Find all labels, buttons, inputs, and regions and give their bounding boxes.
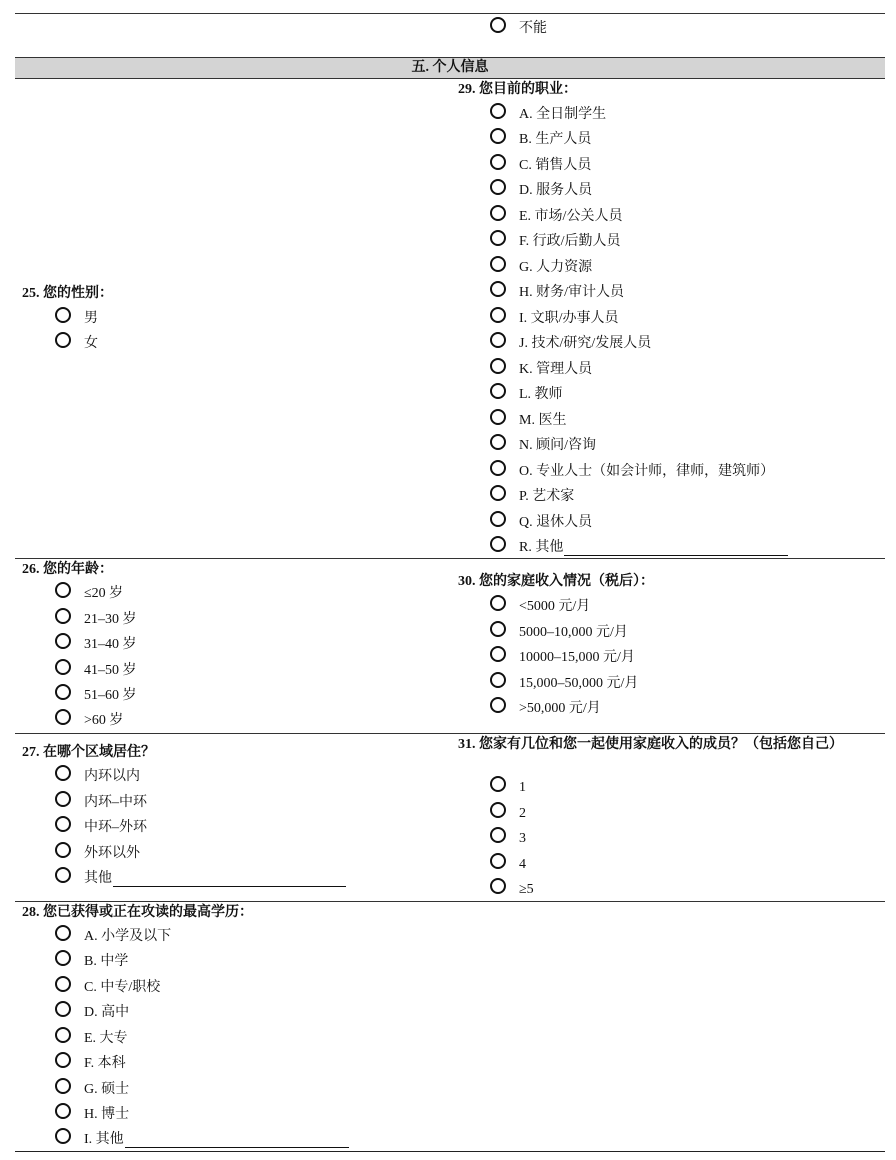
question-30-title: 30. 您的家庭收入情况（税后）： [458, 574, 654, 589]
radio-button[interactable] [55, 659, 71, 675]
option-label: >50,000 元/月 [519, 701, 601, 716]
question-25-title: 25. 您的性别： [22, 286, 113, 301]
radio-button[interactable] [55, 1001, 71, 1017]
radio-button[interactable] [490, 434, 506, 450]
fill-in-blank[interactable] [564, 541, 788, 556]
option-label: <5000 元/月 [519, 599, 591, 614]
option-label: A. 小学及以下 [84, 929, 172, 944]
q29-option[interactable] [490, 181, 592, 201]
option-label: M. 医生 [519, 413, 567, 428]
question-26-title: 26. 您的年龄： [22, 562, 113, 577]
q26-option[interactable] [55, 584, 123, 604]
option-label: 5000–10,000 元/月 [519, 625, 628, 640]
q30-option[interactable] [490, 674, 638, 694]
q29-option-other[interactable] [490, 538, 788, 558]
option-label: F. 本科 [84, 1056, 126, 1071]
option-label: 41–50 岁 [84, 663, 137, 678]
q27-option[interactable] [55, 767, 140, 787]
option-label: E. 市场/公关人员 [519, 209, 623, 224]
radio-button[interactable] [490, 697, 506, 713]
radio-button[interactable] [490, 802, 506, 818]
q28-option[interactable] [55, 1029, 128, 1049]
option-label: 31–40 岁 [84, 637, 137, 652]
option-label: 女 [84, 336, 98, 351]
option-label: B. 生产人员 [519, 132, 592, 147]
option-label: B. 中学 [84, 954, 129, 969]
option-label: K. 管理人员 [519, 362, 593, 377]
option-label: E. 大专 [84, 1031, 128, 1046]
radio-button[interactable] [55, 867, 71, 883]
q28-option[interactable] [55, 927, 171, 947]
option-label: I. 其他 [84, 1132, 124, 1147]
q29-option[interactable] [490, 105, 606, 125]
radio-button[interactable] [55, 307, 71, 323]
question-29-title: 29. 您目前的职业： [458, 82, 577, 97]
radio-button[interactable] [490, 878, 506, 894]
radio-button[interactable] [55, 1027, 71, 1043]
radio-button[interactable] [490, 511, 506, 527]
q29-option[interactable] [490, 487, 574, 507]
radio-button[interactable] [490, 256, 506, 272]
q30-option[interactable] [490, 623, 628, 643]
option-label: D. 服务人员 [519, 183, 593, 198]
q29-option[interactable] [490, 513, 592, 533]
radio-button[interactable] [490, 536, 506, 552]
option-label: 21–30 岁 [84, 612, 137, 627]
option-label: 15,000–50,000 元/月 [519, 676, 639, 691]
radio-button[interactable] [490, 460, 506, 476]
q26-option[interactable] [55, 661, 137, 681]
q27-option[interactable] [55, 818, 147, 838]
option-label: H. 博士 [84, 1107, 130, 1122]
q27-option-other[interactable] [55, 869, 346, 889]
top-rule [15, 13, 885, 14]
q27-option[interactable] [55, 844, 140, 864]
q29-option[interactable] [490, 462, 774, 482]
radio-button[interactable] [490, 672, 506, 688]
option-label: R. 其他 [519, 540, 564, 555]
option-label: P. 艺术家 [519, 489, 575, 504]
q31-option[interactable] [490, 778, 526, 798]
option-label: 男 [84, 311, 98, 326]
option-label: H. 财务/审计人员 [519, 285, 624, 300]
option-label: ≤20 岁 [84, 586, 124, 601]
radio-button[interactable] [55, 1078, 71, 1094]
section-title: 五. 个人信息 [411, 60, 489, 75]
q29-option[interactable] [490, 207, 622, 227]
radio-button[interactable] [490, 827, 506, 843]
question-28-title: 28. 您已获得或正在攻读的最高学历： [22, 905, 253, 920]
radio-button[interactable] [55, 633, 71, 649]
radio-button[interactable] [490, 646, 506, 662]
option-label: J. 技术/研究/发展人员 [519, 336, 652, 351]
option-label: C. 销售人员 [519, 158, 592, 173]
q28-option[interactable] [55, 952, 128, 972]
section-header [15, 57, 885, 79]
radio-button[interactable] [55, 791, 71, 807]
radio-button[interactable] [490, 230, 506, 246]
radio-button[interactable] [55, 950, 71, 966]
q29-option[interactable] [490, 130, 591, 150]
option-label: 中环–外环 [84, 820, 147, 835]
fill-in-blank[interactable] [125, 1133, 349, 1148]
q30-option[interactable] [490, 597, 590, 617]
radio-button[interactable] [55, 816, 71, 832]
q28-option[interactable] [55, 1054, 126, 1074]
radio-button[interactable] [55, 709, 71, 725]
radio-button[interactable] [55, 582, 71, 598]
option-cannot[interactable] [490, 19, 547, 39]
radio-button[interactable] [490, 853, 506, 869]
q29-option[interactable] [490, 232, 621, 252]
option-label: G. 人力资源 [519, 260, 593, 275]
option-label: 外环以外 [84, 846, 140, 861]
q26-option[interactable] [55, 610, 137, 630]
q29-option[interactable] [490, 411, 566, 431]
question-27-title: 27. 在哪个区域居住？ [22, 745, 155, 760]
q25-option[interactable] [55, 309, 98, 329]
q26-option[interactable] [55, 686, 137, 706]
q31-option[interactable] [490, 829, 526, 849]
option-label: 10000–15,000 元/月 [519, 650, 635, 665]
q28-option[interactable] [55, 1105, 129, 1125]
q31-option[interactable] [490, 880, 534, 900]
option-label: 51–60 岁 [84, 688, 137, 703]
option-label: ≥5 [519, 882, 534, 897]
q26-option[interactable] [55, 711, 123, 731]
option-label: 不能 [519, 21, 547, 36]
option-label: F. 行政/后勤人员 [519, 234, 621, 249]
option-label: 内环以内 [84, 769, 140, 784]
option-label: A. 全日制学生 [519, 107, 607, 122]
q31-option[interactable] [490, 804, 526, 824]
radio-button[interactable] [490, 595, 506, 611]
question-31-title: 31. 您家有几位和您一起使用家庭收入的成员？（包括您自己） [458, 737, 843, 752]
radio-button[interactable] [490, 103, 506, 119]
option-label: N. 顾问/咨询 [519, 438, 596, 453]
option-label: G. 硕士 [84, 1082, 130, 1097]
radio-button[interactable] [55, 684, 71, 700]
radio-button[interactable] [490, 409, 506, 425]
q29-option[interactable] [490, 385, 563, 405]
q29-option[interactable] [490, 258, 592, 278]
q28-option[interactable] [55, 1003, 129, 1023]
option-label: I. 文职/办事人员 [519, 311, 619, 326]
q31-option[interactable] [490, 855, 526, 875]
option-label: O. 专业人士（如会计师，律师，建筑师） [519, 464, 775, 479]
radio-button[interactable] [490, 621, 506, 637]
radio-button[interactable] [55, 976, 71, 992]
fill-in-blank[interactable] [113, 872, 346, 887]
q29-option[interactable] [490, 334, 651, 354]
q29-option[interactable] [490, 436, 596, 456]
radio-button[interactable] [55, 765, 71, 781]
q30-option[interactable] [490, 648, 635, 668]
q28-option-other[interactable] [55, 1130, 349, 1150]
radio-button[interactable] [490, 485, 506, 501]
option-label: 2 [519, 806, 526, 821]
radio-button[interactable] [55, 1103, 71, 1119]
q30-option[interactable] [490, 699, 601, 719]
radio-button[interactable] [55, 1052, 71, 1068]
radio-button[interactable] [490, 154, 506, 170]
q27-option[interactable] [55, 793, 147, 813]
option-label: 1 [519, 780, 526, 795]
radio-button[interactable] [490, 358, 506, 374]
radio-button[interactable] [55, 842, 71, 858]
option-label: L. 教师 [519, 387, 563, 402]
option-label: 3 [519, 831, 526, 846]
radio-button[interactable] [490, 205, 506, 221]
radio-button[interactable] [55, 1128, 71, 1144]
q29-option[interactable] [490, 283, 624, 303]
option-label: 其他 [84, 871, 112, 886]
radio-button[interactable] [490, 179, 506, 195]
radio-button[interactable] [490, 776, 506, 792]
q29-option[interactable] [490, 309, 619, 329]
radio-button[interactable] [55, 608, 71, 624]
option-label: C. 中专/职校 [84, 980, 161, 995]
bottom-rule [15, 1151, 885, 1152]
radio-button[interactable] [490, 128, 506, 144]
q29-option[interactable] [490, 156, 591, 176]
row-divider [15, 558, 885, 559]
radio-button[interactable] [55, 925, 71, 941]
radio-button[interactable] [490, 307, 506, 323]
q26-option[interactable] [55, 635, 137, 655]
radio-button[interactable] [490, 281, 506, 297]
row-divider [15, 901, 885, 902]
radio-button[interactable] [490, 332, 506, 348]
option-label: 内环–中环 [84, 795, 147, 810]
option-label: >60 岁 [84, 713, 124, 728]
radio-button[interactable] [55, 332, 71, 348]
option-label: D. 高中 [84, 1005, 130, 1020]
option-label: Q. 退休人员 [519, 515, 593, 530]
q28-option[interactable] [55, 1080, 129, 1100]
q25-option[interactable] [55, 334, 98, 354]
option-label: 4 [519, 857, 526, 872]
radio-button[interactable] [490, 17, 506, 33]
q28-option[interactable] [55, 978, 160, 998]
q29-option[interactable] [490, 360, 592, 380]
radio-button[interactable] [490, 383, 506, 399]
